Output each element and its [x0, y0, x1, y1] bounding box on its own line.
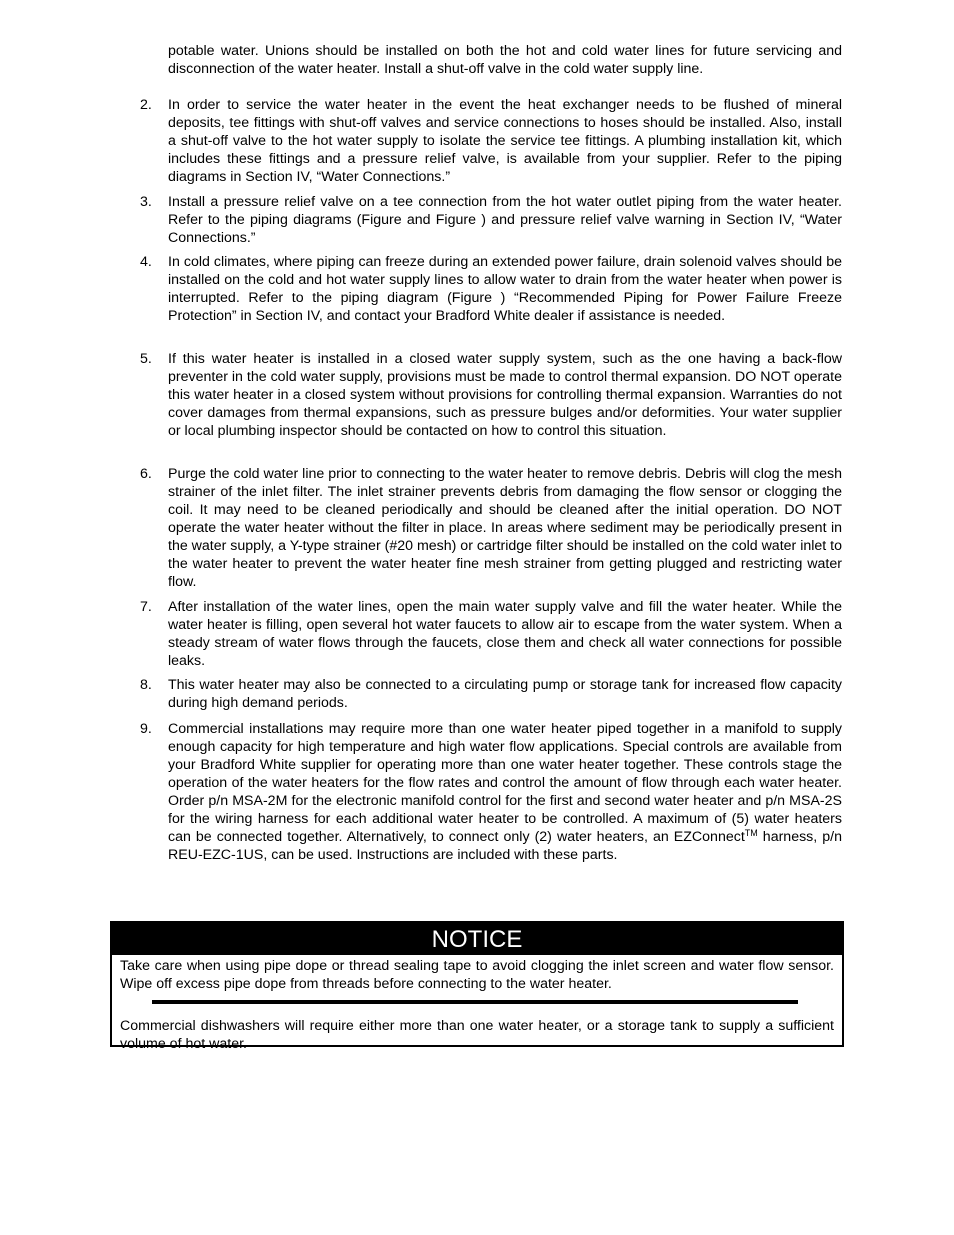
list-item-3 [140, 193, 842, 247]
list-item-6 [140, 465, 842, 591]
notice-paragraph-1: Take care when using pipe dope or thread sealing tape to avoid clogging the inlet screen and water flow sensor. Wipe off excess pipe dope from threads before connecting to the water heater. [120, 958, 834, 992]
trademark-mark: TM [744, 828, 758, 838]
list-item-9 [140, 720, 842, 864]
notice-paragraph-2: Commercial dishwashers will require either more than one water heater, or a storage tank to supply a sufficient volume of hot water. [120, 1018, 834, 1052]
list-text: Install a pressure relief valve on a tee connection from the hot water outlet piping from the water heater. Refer to the piping diagrams (Figure and Figure ) and pressure relief valve warning in Section IV, “Water Connections.” [168, 194, 842, 246]
notice-divider [152, 1000, 798, 1004]
list-number: 9. [140, 721, 152, 737]
list-number: 2. [140, 97, 152, 113]
list-item-4 [140, 253, 842, 325]
list-item-7 [140, 598, 842, 670]
list-text-part: harness, p/n REU-EZC-1US, can be used. Instructions are included with these parts. [168, 829, 842, 863]
intro-paragraph: potable water. Unions should be installed on both the hot and cold water lines for future servicing and disconnection of the water heater. Install a shut-off valve in the cold water supply line. [168, 43, 842, 77]
list-item-5 [140, 350, 842, 440]
list-number: 7. [140, 599, 152, 615]
list-text: This water heater may also be connected to a circulating pump or storage tank for increased flow capacity during high demand periods. [168, 677, 842, 711]
notice-box [110, 921, 844, 1052]
list-number: 5. [140, 351, 152, 367]
notice-body [112, 957, 842, 1053]
list-number: 3. [140, 194, 152, 210]
list-item-2 [140, 96, 842, 186]
list-text: If this water heater is installed in a closed water supply system, such as the one having a back-flow preventer in the cold water supply, provisions must be made to control thermal expansion. DO NOT operate this water heater in a closed system without provisions for controlling thermal expansion. Warranties do not cover damages from thermal expansions, such as pressure bulges and/or deformities. Your water supplier or local plumbing inspector should be contacted on how to control this situation. [168, 351, 842, 439]
list-text: After installation of the water lines, open the main water supply valve and fill the water heater. While the water heater is filling, open several hot water faucets to allow air to escape from the water system. When a steady stream of water flows through the faucets, close them and check all water connections for possible leaks. [168, 599, 842, 669]
list-number: 6. [140, 466, 152, 482]
list-text: In cold climates, where piping can freeze during an extended power failure, drain solenoid valves should be installed on the cold and hot water supply lines to allow water to drain from the water heater when power is interrupted. Refer to the piping diagram (Figure ) “Recommended Piping for Power Failure Freeze Protection” in Section IV, and contact your Bradford White dealer if assistance is needed. [168, 254, 842, 324]
list-number: 8. [140, 677, 152, 693]
notice-title: NOTICE [112, 923, 842, 955]
list-text: In order to service the water heater in the event the heat exchanger needs to be flushed of mineral deposits, tee fittings with shut-off valves and service connections to hoses should be installed. Also, install a shut-off valve to the hot water supply to isolate the service tee fittings. A plumbing installation kit, which includes these fittings and a pressure relief valve, is available from your supplier. Refer to the piping diagrams in Section IV, “Water Connections.” [168, 97, 842, 185]
list-item-8 [140, 676, 842, 712]
list-number: 4. [140, 254, 152, 270]
list-text [168, 720, 842, 864]
list-text-part: Commercial installations may require more than one water heater piped together in a manifold to supply enough capacity for high temperature and high water flow applications. Special controls are available from your Bradford White supplier for operating more than one water heater together. These controls stage the operation of the water heaters for the flow rates and control the amount of flow through each water heater. Order p/n MSA-2M for the electronic manifold control for the first and second water heater and p/n MSA-2S for the wiring harness for each additional water heater to be controlled. A maximum of (5) water heaters can be connected together. Alternatively, to connect only (2) water heaters, an EZConnect [168, 721, 842, 845]
list-text: Purge the cold water line prior to connecting to the water heater to remove debris. Debris will clog the mesh strainer of the inlet filter. The inlet strainer prevents debris from damaging the flow sensor or clogging the coil. It may need to be cleaned periodically and should be cleaned after the initial operation. DO NOT operate the water heater without the filter in place. In areas where sediment may be periodically present in the water supply, a Y-type strainer (#20 mesh) or cartridge filter should be installed on the cold water inlet to the water heater to prevent the water heater fine mesh strainer from getting plugged and restricting water flow. [168, 466, 843, 590]
